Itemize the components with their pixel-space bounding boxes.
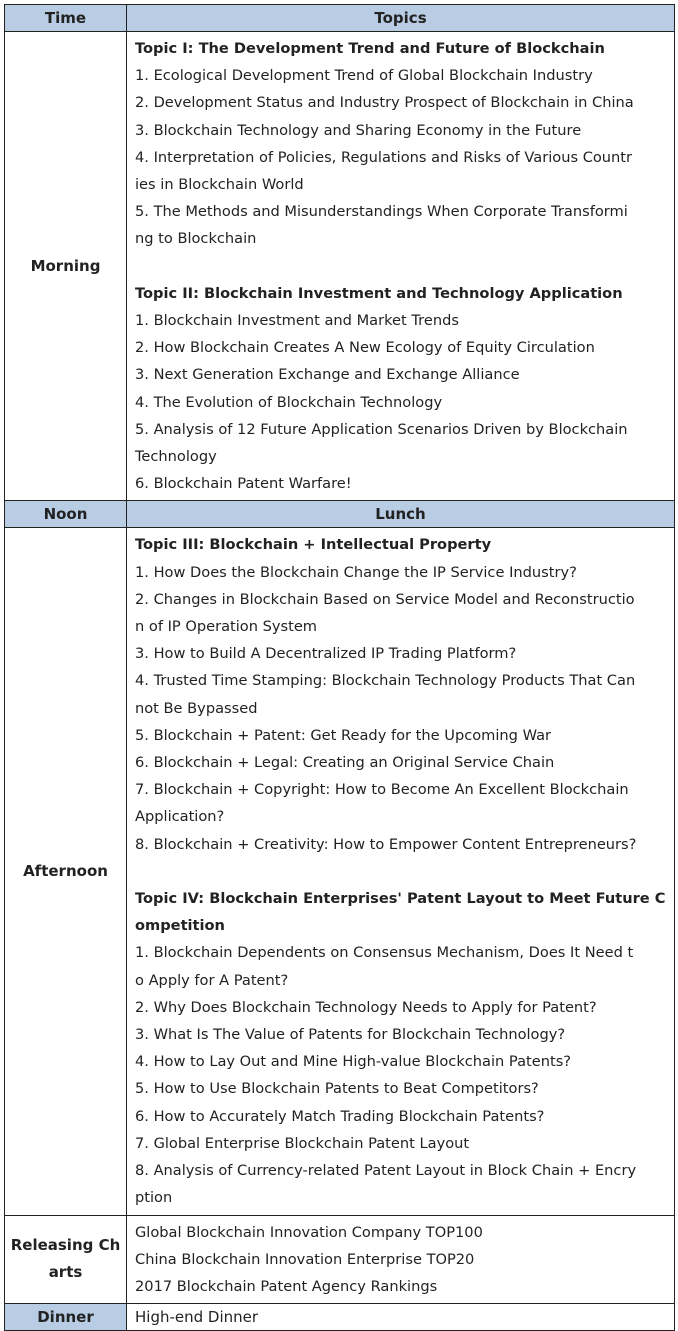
topic-item: 3. Next Generation Exchange and Exchange Alliance xyxy=(135,366,520,384)
topic-item: 5. Blockchain + Patent: Get Ready for the Upcoming War xyxy=(135,726,552,744)
spacer xyxy=(135,253,666,280)
dinner-time: Dinner xyxy=(5,1304,127,1331)
morning-row xyxy=(5,32,675,501)
topic-item: 4. How to Lay Out and Mine High-value Blockchain Patents? xyxy=(135,1053,572,1071)
charts-time-line: arts xyxy=(48,1263,83,1282)
topic-item: 3. What Is The Value of Patents for Blockchain Technology? xyxy=(135,1026,566,1044)
topic-item: 8. Analysis of Currency-related Patent Layout in Block Chain + Encry xyxy=(135,1162,637,1180)
topic-heading: Topic I: The Development Trend and Future of Blockchain xyxy=(135,40,605,57)
topic-item: ng to Blockchain xyxy=(135,230,257,248)
afternoon-topics xyxy=(127,528,675,1215)
morning-topics xyxy=(127,32,675,501)
charts-time-line: Releasing Ch xyxy=(10,1236,121,1255)
topic-item: 5. How to Use Blockchain Patents to Beat Competitors? xyxy=(135,1080,539,1098)
topic-item: 1. How Does the Blockchain Change the IP Service Industry? xyxy=(135,563,577,581)
topic-item: ies in Blockchain World xyxy=(135,176,304,194)
chart-item: Global Blockchain Innovation Company TOP100 xyxy=(135,1223,483,1241)
topic-item: ption xyxy=(135,1189,173,1207)
topic-item: 6. Blockchain + Legal: Creating an Original Service Chain xyxy=(135,754,555,772)
header-row xyxy=(5,5,675,32)
topic-item: 4. Trusted Time Stamping: Blockchain Technology Products That Can xyxy=(135,672,636,690)
topic-item: not Be Bypassed xyxy=(135,699,258,717)
noon-time: Noon xyxy=(5,501,127,528)
topic-heading: Topic IV: Blockchain Enterprises' Patent Layout to Meet Future C xyxy=(135,890,666,908)
topic-item: 2. Changes in Blockchain Based on Service Model and Reconstructio xyxy=(135,590,635,608)
topic-item: 6. Blockchain Patent Warfare! xyxy=(135,475,352,493)
topic-item: 3. Blockchain Technology and Sharing Economy in the Future xyxy=(135,121,582,139)
dinner-topic: High-end Dinner xyxy=(127,1304,675,1331)
topic-item: 1. Blockchain Dependents on Consensus Mechanism, Does It Need t xyxy=(135,944,634,962)
topic-item: 5. Analysis of 12 Future Application Scenarios Driven by Blockchain xyxy=(135,420,628,438)
topic-item: 1. Blockchain Investment and Market Trends xyxy=(135,312,459,330)
topic-item: o Apply for A Patent? xyxy=(135,971,289,989)
topic-item: 4. The Evolution of Blockchain Technology xyxy=(135,393,443,411)
topic-heading: Topic III: Blockchain + Intellectual Property xyxy=(135,536,492,554)
afternoon-row xyxy=(5,528,675,1215)
topic-item: 6. How to Accurately Match Trading Blockchain Patents? xyxy=(135,1107,545,1125)
noon-row xyxy=(5,501,675,528)
topic-item: 4. Interpretation of Policies, Regulations and Risks of Various Countr xyxy=(135,148,633,166)
topic-item: 8. Blockchain + Creativity: How to Empower Content Entrepreneurs? xyxy=(135,835,637,853)
header-time: Time xyxy=(5,5,127,32)
topic-item: 5. The Methods and Misunderstandings When Corporate Transformi xyxy=(135,203,628,221)
topic-item: 2. Why Does Blockchain Technology Needs to Apply for Patent? xyxy=(135,998,597,1016)
charts-time xyxy=(5,1215,127,1304)
spacer xyxy=(135,858,666,885)
chart-item: 2017 Blockchain Patent Agency Rankings xyxy=(135,1277,438,1295)
topic-item: 7. Global Enterprise Blockchain Patent Layout xyxy=(135,1134,470,1152)
topic-item: 3. How to Build A Decentralized IP Trading Platform? xyxy=(135,645,517,663)
charts-topics xyxy=(127,1215,675,1304)
topic-item: Application? xyxy=(135,808,225,826)
topic-item: 2. How Blockchain Creates A New Ecology of Equity Circulation xyxy=(135,339,595,357)
topic-item: 7. Blockchain + Copyright: How to Become An Excellent Blockchain xyxy=(135,781,629,799)
morning-time: Morning xyxy=(5,32,127,501)
topic-item: Technology xyxy=(135,448,217,466)
topic-heading: Topic II: Blockchain Investment and Technology Application xyxy=(135,284,623,302)
dinner-row xyxy=(5,1304,675,1331)
header-topics: Topics xyxy=(127,5,675,32)
topic-heading: ompetition xyxy=(135,917,225,935)
afternoon-time: Afternoon xyxy=(5,528,127,1215)
agenda-table xyxy=(4,4,675,1331)
noon-topic: Lunch xyxy=(127,501,675,528)
topic-item: n of IP Operation System xyxy=(135,618,318,636)
topic-item: 2. Development Status and Industry Prospect of Blockchain in China xyxy=(135,94,634,112)
topic-item: 1. Ecological Development Trend of Global Blockchain Industry xyxy=(135,67,593,85)
chart-item: China Blockchain Innovation Enterprise TOP20 xyxy=(135,1250,475,1268)
charts-row xyxy=(5,1215,675,1304)
